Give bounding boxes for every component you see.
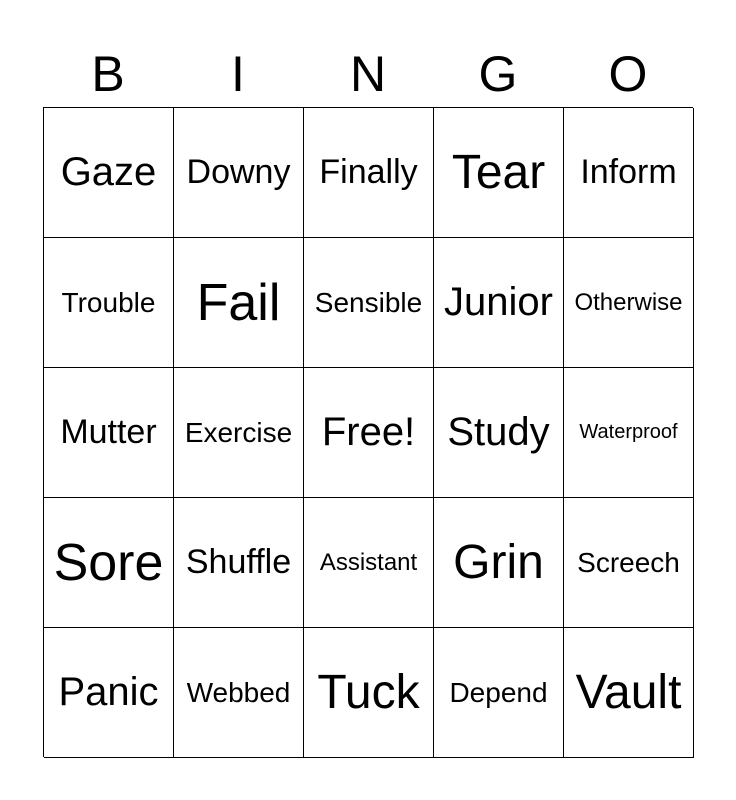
- bingo-cell[interactable]: Vault: [564, 628, 694, 758]
- bingo-cell[interactable]: Tear: [434, 108, 564, 238]
- bingo-cell[interactable]: Fail: [174, 238, 304, 368]
- free-space-cell[interactable]: Free!: [304, 368, 434, 498]
- bingo-cell[interactable]: Sore: [44, 498, 174, 628]
- bingo-cell[interactable]: Tuck: [304, 628, 434, 758]
- bingo-cell[interactable]: Junior: [434, 238, 564, 368]
- bingo-cell[interactable]: Sensible: [304, 238, 434, 368]
- header-letter-n: N: [349, 46, 387, 102]
- bingo-cell[interactable]: Grin: [434, 498, 564, 628]
- bingo-cell[interactable]: Otherwise: [564, 238, 694, 368]
- bingo-cell[interactable]: Finally: [304, 108, 434, 238]
- bingo-cell[interactable]: Assistant: [304, 498, 434, 628]
- bingo-cell[interactable]: Webbed: [174, 628, 304, 758]
- bingo-board: [43, 107, 693, 757]
- bingo-cell[interactable]: Inform: [564, 108, 694, 238]
- header-letter-i: I: [231, 46, 245, 102]
- bingo-cell[interactable]: Depend: [434, 628, 564, 758]
- bingo-cell[interactable]: Screech: [564, 498, 694, 628]
- bingo-cell[interactable]: Shuffle: [174, 498, 304, 628]
- bingo-cell[interactable]: Waterproof: [564, 368, 694, 498]
- bingo-cell[interactable]: Mutter: [44, 368, 174, 498]
- bingo-cell[interactable]: Exercise: [174, 368, 304, 498]
- bingo-cell[interactable]: Gaze: [44, 108, 174, 238]
- header-letter-g: G: [478, 46, 518, 102]
- header-letter-b: B: [91, 46, 125, 102]
- bingo-cell[interactable]: Downy: [174, 108, 304, 238]
- bingo-cell[interactable]: Trouble: [44, 238, 174, 368]
- header-letter-o: O: [608, 46, 648, 102]
- bingo-header: [43, 44, 693, 104]
- bingo-cell[interactable]: Study: [434, 368, 564, 498]
- bingo-cell[interactable]: Panic: [44, 628, 174, 758]
